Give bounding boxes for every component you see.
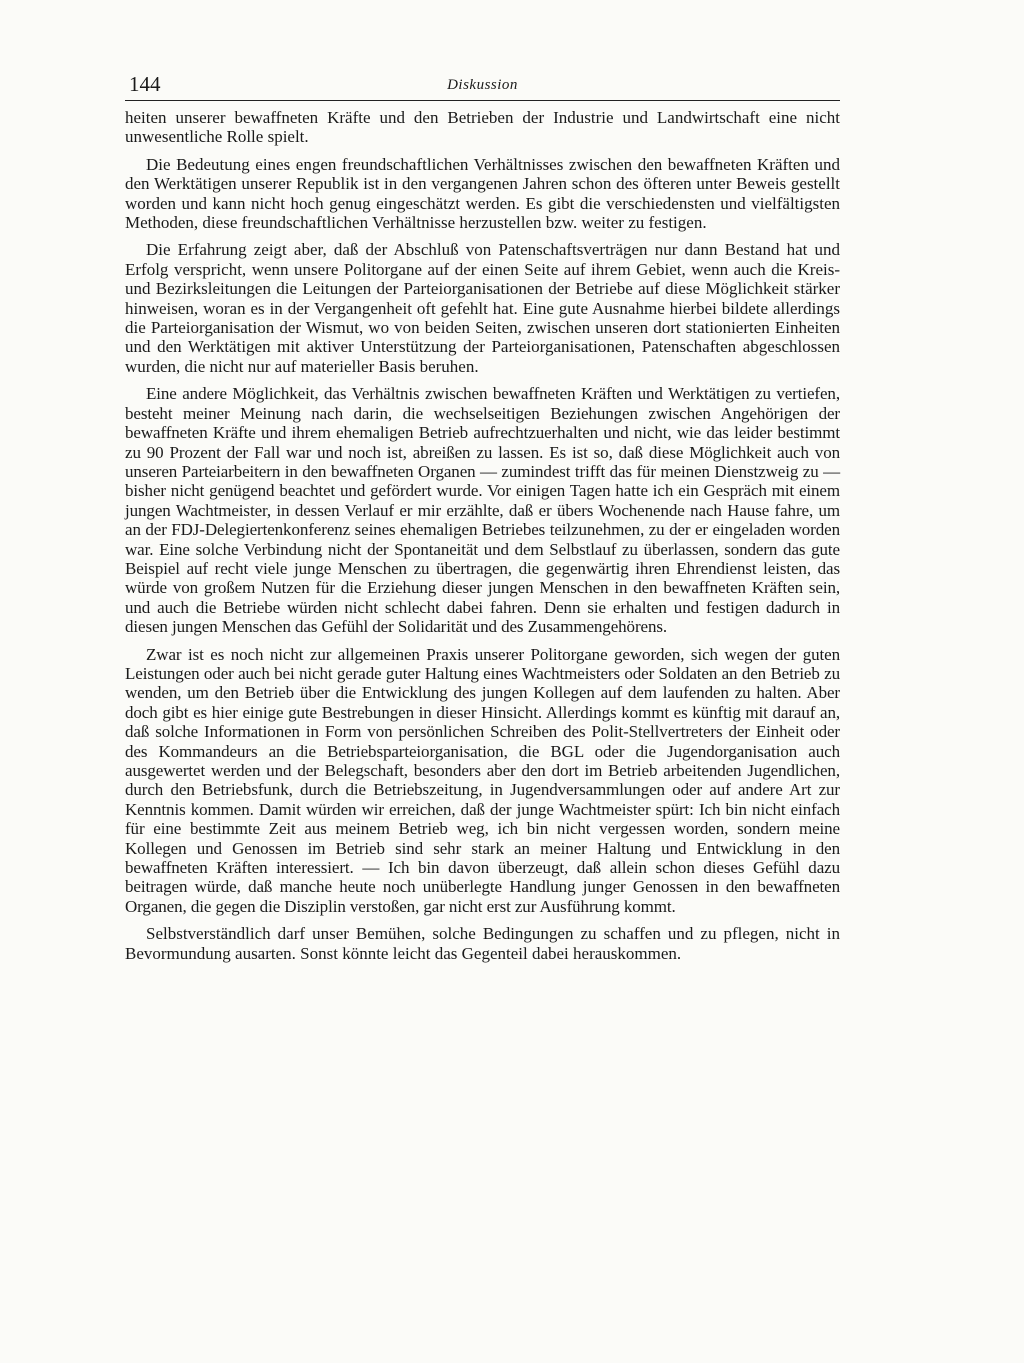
paragraph: Die Erfahrung zeigt aber, daß der Abschluß von Patenschaftsverträgen nur dann Bestand hat und Erfolg verspricht, wenn unsere Politorgane auf der einen Seite auf ihrem Gebiet, wenn auch die Kreis- und Bezirksleitungen die Leitungen der Parteiorganisationen der Betriebe auf diese Möglichkeit stärker hinweisen, woran es in der Vergangenheit oft gefehlt hat. Eine gute Ausnahme hierbei bildete allerdings die Parteiorganisation der Wismut, wo von beiden Seiten, zwischen unseren dort stationierten Einheiten und den Werktätigen mit aktiver Unterstützung der Parteiorganisationen, Patenschaften abgeschlossen wurden, die nicht nur auf materieller Basis beruhen. (125, 240, 840, 376)
running-head: Diskussion (447, 77, 518, 93)
paragraph: Zwar ist es noch nicht zur allgemeinen Praxis unserer Politorgane geworden, sich wegen der guten Leistungen oder auch bei nicht gerade guter Haltung eines Wachtmeisters oder Soldaten an den Betrieb zu wenden, um den Betrieb über die Entwicklung des jungen Kollegen auf dem laufenden zu halten. Aber doch gibt es hier einige gute Bestrebungen in dieser Hinsicht. Allerdings kommt es künftig mit darauf an, daß solche Informationen in Form von persönlichen Schreiben des Polit-Stellvertreters der Einheit oder des Kommandeurs an die Betriebsparteiorganisation, die BGL oder die Jugendorganisation auch ausgewertet werden und der Belegschaft, besonders aber den dort im Betrieb arbeitenden Jugendlichen, durch den Betriebsfunk, durch die Betriebszeitung, in Jugendversammlungen oder auf andere Art zur Kenntnis kommen. Damit würden wir erreichen, daß der junge Wachtmeister spürt: Ich bin nicht einfach für eine bestimmte Zeit aus meinem Betrieb weg, ich bin nicht vergessen worden, sondern meine Kollegen und Genossen im Betrieb sind sehr stark an meiner Haltung und Entwicklung in den bewaffneten Kräften interessiert. — Ich bin davon überzeugt, daß allein schon dieses Gefühl dazu beitragen würde, daß manche heute noch unüberlegte Handlung junger Genossen in den bewaffneten Organen, die gegen die Disziplin verstoßen, gar nicht erst zur Ausführung kommt. (125, 644, 840, 916)
paragraph: heiten unserer bewaffneten Kräfte und den Betrieben der Industrie und Landwirtschaft eine nicht unwesentliche Rolle spielt. (125, 108, 840, 147)
paragraph: Eine andere Möglichkeit, das Verhältnis zwischen bewaffneten Kräften und Werktätigen zu vertiefen, besteht meiner Meinung nach darin, die wechselseitigen Beziehungen zwischen Angehörigen der bewaffneten Kräfte und ihrem ehemaligen Betrieb aufrechtzuerhalten und nicht, wie das leider bestimmt zu 90 Prozent der Fall war und noch ist, abreißen zu lassen. Es ist so, daß diese Möglichkeit auch von unseren Parteiarbeitern in den bewaffneten Organen — zumindest trifft das für meinen Dienstzweig zu — bisher nicht genügend beachtet und gefördert wurde. Vor einigen Tagen hatte ich ein Gespräch mit einem jungen Wachtmeister, in dessen Verlauf er mir erzählte, daß er übers Wochenende nach Hause fahre, um an der FDJ-Delegiertenkonferenz seines ehemaligen Betriebes teilzunehmen, zu der er eingeladen worden war. Eine solche Verbindung nicht der Spontaneität und dem Selbstlauf zu überlassen, sondern das gute Beispiel auf recht viele junge Menschen zu übertragen, die gegenwärtig ihren Ehrendienst leisten, das würde von großem Nutzen für die Erziehung dieser jungen Menschen in den bewaffneten Kräften sein, und auch die Betriebe würden nicht schlecht dabei fahren. Denn sie erhalten und festigen dadurch in diesen jungen Menschen das Gefühl der Solidarität und des Zusammengehörens. (125, 384, 840, 637)
page-number: 144 (129, 72, 161, 96)
paragraph: Die Bedeutung eines engen freundschaftlichen Verhältnisses zwischen den bewaffneten Kräften und den Werktätigen unserer Republik ist in den vergangenen Jahren schon des öfteren unter Beweis gestellt worden und kann nicht hoch genug eingeschätzt werden. Es gibt die verschiedensten und vielfältigsten Methoden, diese freundschaftlichen Verhältnisse herzustellen bzw. weiter zu festigen. (125, 154, 840, 233)
paragraph: Selbstverständlich darf unser Bemühen, solche Bedingungen zu schaffen und zu pflegen, nicht in Bevormundung ausarten. Sonst könnte leicht das Gegenteil dabei herauskommen. (125, 924, 840, 963)
body-text (125, 108, 840, 963)
page-header (125, 70, 840, 101)
document-page (125, 70, 840, 971)
